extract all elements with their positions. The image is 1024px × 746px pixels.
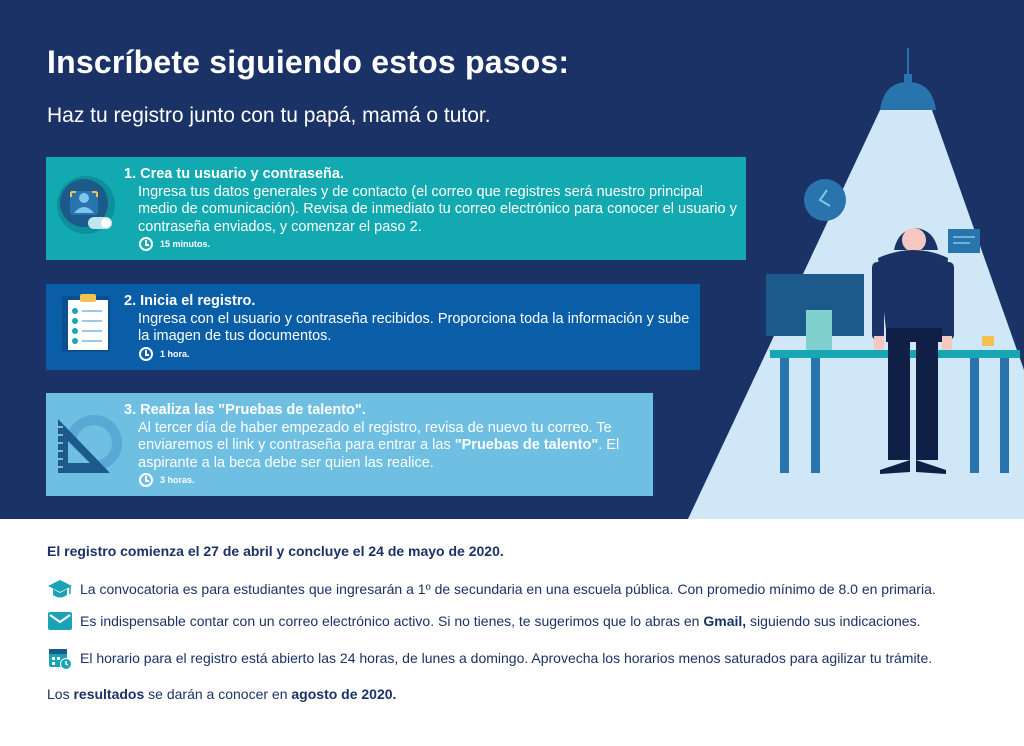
info-text: El horario para el registro está abierto las 24 horas, de lunes a domingo. Aprovecha los horarios menos saturados para agilizar tu trámite.	[80, 650, 933, 666]
profile-id-icon	[56, 173, 120, 237]
step-card-2	[46, 284, 700, 370]
step-duration	[139, 237, 210, 251]
step-title: 2. Inicia el registro.	[124, 293, 256, 309]
clock-icon	[139, 347, 153, 361]
step-title: 1. Crea tu usuario y contraseña.	[124, 166, 344, 182]
step-card-1	[46, 157, 746, 260]
clipboard-checklist-icon	[56, 292, 120, 356]
step-description: Ingresa tus datos generales y de contacto (el correo que registres será nuestro principal medio de comunicación). Revisa de inmediato tu correo electrónico para conocer el usuario y contraseña enviados, y comenzar el paso 2.	[138, 183, 737, 235]
info-item-schedule	[47, 645, 932, 671]
step-duration	[139, 347, 190, 361]
info-text: La convocatoria es para estudiantes que ingresarán a 1º de secundaria en una escuela pública. Con promedio mínimo de 8.0 en primaria.	[80, 581, 936, 597]
info-item-email	[47, 608, 921, 634]
duration-label: 1 hora.	[160, 349, 190, 359]
duration-label: 15 minutos.	[160, 239, 211, 249]
page-title: Inscríbete siguiendo estos pasos:	[47, 44, 570, 80]
wall-frame	[948, 229, 980, 253]
graduation-cap-icon	[47, 576, 73, 602]
calendar-clock-icon	[47, 645, 73, 671]
results-note: Los resultados se darán a conocer en agosto de 2020.	[47, 686, 397, 702]
ceiling-lamp	[880, 82, 936, 110]
person-body	[878, 250, 948, 330]
duration-label: 3 horas.	[160, 475, 195, 485]
envelope-icon	[47, 608, 73, 634]
clock-icon	[139, 473, 153, 487]
step-title: 3. Realiza las "Pruebas de talento".	[124, 402, 366, 418]
desk-illustration	[680, 40, 1024, 519]
page-subtitle: Haz tu registro junto con tu papá, mamá o tutor.	[47, 104, 491, 127]
step-description: Ingresa con el usuario y contraseña recibidos. Proporciona toda la información y sube la imagen de tus documentos.	[138, 310, 690, 344]
step-duration	[139, 473, 195, 487]
clock-icon	[139, 237, 153, 251]
ruler-protractor-icon	[52, 407, 124, 479]
info-text: Es indispensable contar con un correo electrónico activo. Si no tienes, te sugerimos que lo abras en Gmail, siguiendo sus indicaciones.	[80, 613, 921, 629]
step-card-3	[46, 393, 653, 496]
step-description: Al tercer día de haber empezado el registro, revisa de nuevo tu correo. Te enviaremos el link y contraseña para entrar a las "Pruebas de talento". El aspirante a la beca debe ser quien las realice.	[138, 419, 620, 471]
registration-dates: El registro comienza el 27 de abril y concluye el 24 de mayo de 2020.	[47, 543, 504, 559]
info-item-eligibility	[47, 576, 936, 602]
wall-clock	[804, 179, 846, 221]
